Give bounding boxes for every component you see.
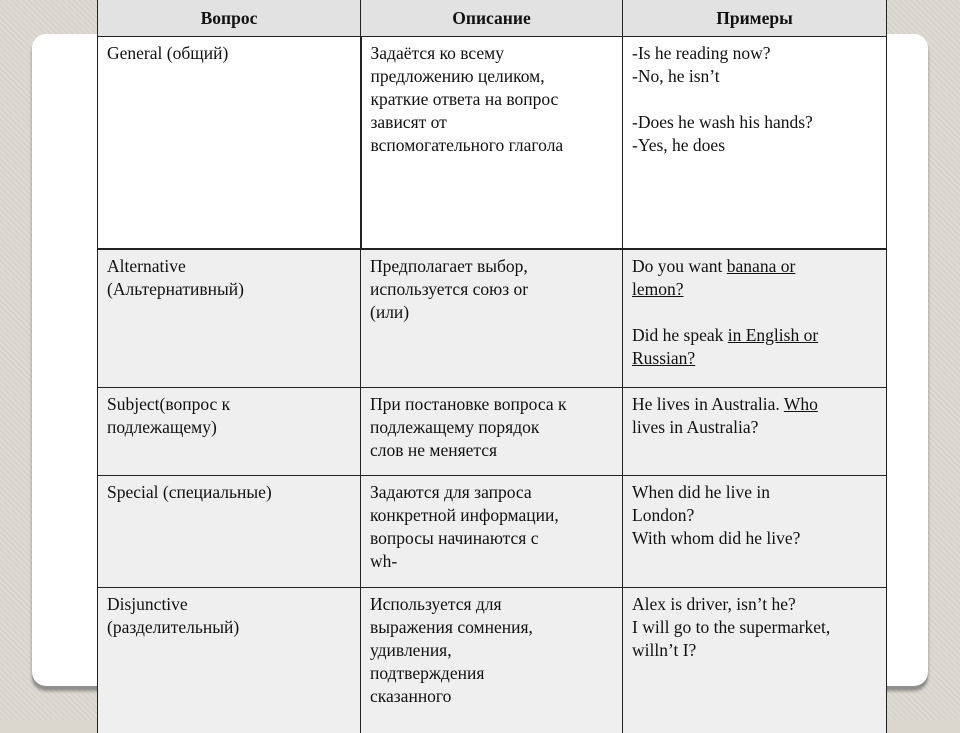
- description-text: сказанного: [370, 685, 614, 708]
- question-type-text: General (общий): [107, 42, 352, 65]
- question-type-cell: [98, 588, 361, 733]
- example-text: Do you want: [632, 256, 727, 276]
- description-cell: [361, 388, 623, 476]
- example-text: lives in Australia?: [632, 416, 878, 439]
- question-type-cell: [98, 476, 361, 588]
- example-text: -Yes, he does: [632, 134, 878, 157]
- table-row: [98, 388, 887, 476]
- description-text: слов не меняется: [370, 439, 614, 462]
- table-row: [98, 37, 887, 250]
- example-text: -Is he reading now?: [632, 42, 878, 65]
- question-type-text: Subject(вопрос к: [107, 393, 352, 416]
- table-row: [98, 249, 887, 388]
- description-text: краткие ответа на вопрос: [371, 88, 615, 111]
- description-text: используется союз or: [370, 278, 614, 301]
- table-row: [98, 476, 887, 588]
- description-text: удивления,: [370, 639, 614, 662]
- example-line: [632, 255, 878, 278]
- description-text: подтверждения: [370, 662, 614, 685]
- question-type-text: Alternative: [107, 255, 352, 278]
- examples-cell: [623, 249, 887, 388]
- examples-cell: [623, 388, 887, 476]
- description-cell: [361, 588, 623, 733]
- description-cell: [361, 249, 623, 388]
- example-text: -Does he wash his hands?: [632, 111, 878, 134]
- example-text: willn’t I?: [632, 639, 878, 662]
- table-row: [98, 588, 887, 733]
- example-text: When did he live in: [632, 481, 878, 504]
- description-text: Задаются для запроса: [370, 481, 614, 504]
- example-line: [632, 324, 878, 347]
- description-text: конкретной информации,: [370, 504, 614, 527]
- example-text: Alex is driver, isn’t he?: [632, 593, 878, 616]
- question-type-text: Special (специальные): [107, 481, 352, 504]
- description-text: Используется для: [370, 593, 614, 616]
- question-type-text: (разделительный): [107, 616, 352, 639]
- example-text: -No, he isn’t: [632, 65, 878, 88]
- description-text: вопросы начинаются с: [370, 527, 614, 550]
- question-type-cell: [98, 249, 361, 388]
- description-text: предложению целиком,: [371, 65, 615, 88]
- description-text: wh-: [370, 550, 614, 573]
- examples-cell: [623, 476, 887, 588]
- example-underlined-text: banana or: [727, 256, 796, 276]
- example-text: He lives in Australia.: [632, 394, 784, 414]
- examples-cell: [623, 37, 887, 250]
- header-examples: Примеры: [623, 0, 887, 37]
- description-text: вспомогательного глагола: [371, 134, 615, 157]
- example-text: I will go to the supermarket,: [632, 616, 878, 639]
- examples-cell: [623, 588, 887, 733]
- question-type-text: подлежащему): [107, 416, 352, 439]
- table-header-row: [98, 0, 887, 37]
- example-line: [632, 393, 878, 416]
- description-text: Задаётся ко всему: [371, 42, 615, 65]
- example-underlined-text: lemon?: [632, 279, 684, 299]
- question-type-cell: [98, 388, 361, 476]
- description-cell: [361, 37, 623, 250]
- example-text: London?: [632, 504, 878, 527]
- example-text: Did he speak: [632, 325, 728, 345]
- description-cell: [361, 476, 623, 588]
- description-text: подлежащему порядок: [370, 416, 614, 439]
- example-underlined-text: in English or: [728, 325, 818, 345]
- example-line: [632, 347, 878, 370]
- description-text: (или): [370, 301, 614, 324]
- description-text: Предполагает выбор,: [370, 255, 614, 278]
- question-type-text: Disjunctive: [107, 593, 352, 616]
- example-line: [632, 278, 878, 301]
- example-underlined-text: Russian?: [632, 348, 695, 368]
- example-gap: [632, 301, 878, 324]
- header-description: Описание: [361, 0, 623, 37]
- question-type-text: (Альтернативный): [107, 278, 352, 301]
- example-gap: [632, 88, 878, 111]
- header-question: Вопрос: [98, 0, 361, 37]
- question-type-cell: [98, 37, 361, 250]
- description-text: зависят от: [371, 111, 615, 134]
- description-text: При постановке вопроса к: [370, 393, 614, 416]
- description-text: выражения сомнения,: [370, 616, 614, 639]
- example-underlined-text: Who: [784, 394, 818, 414]
- example-text: With whom did he live?: [632, 527, 878, 550]
- question-types-table: [97, 0, 887, 733]
